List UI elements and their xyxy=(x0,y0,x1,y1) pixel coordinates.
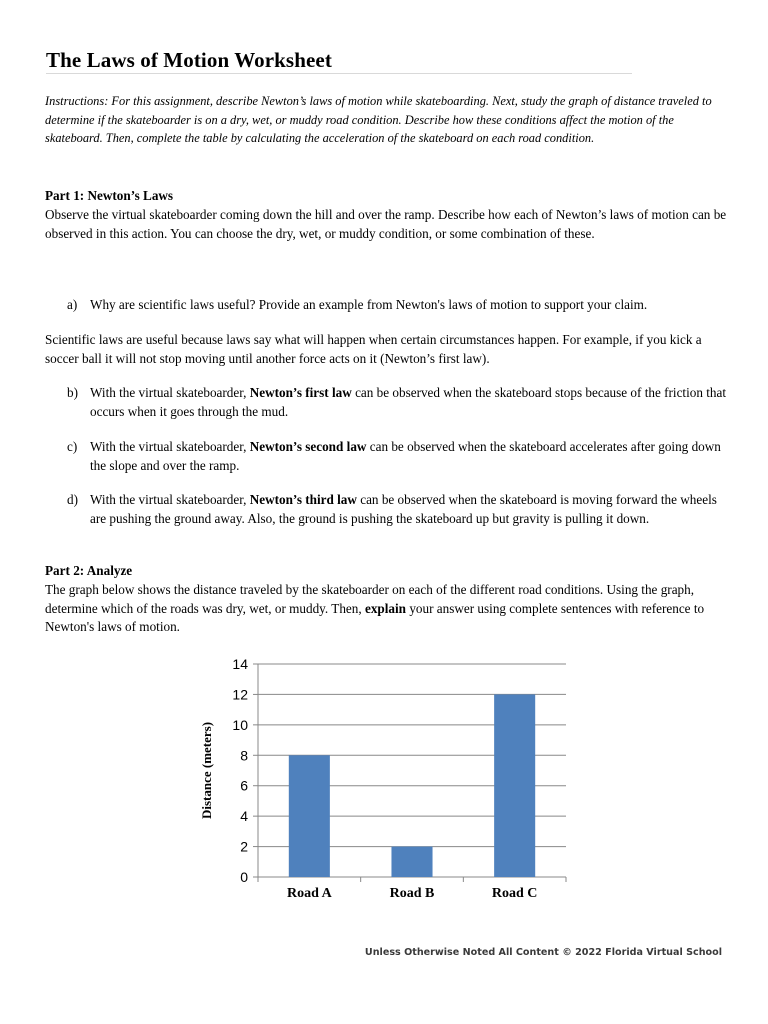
part2-bold: explain xyxy=(364,600,407,616)
item-c-text xyxy=(90,438,727,475)
chart-svg xyxy=(190,648,590,910)
item-c-bold: Newton’s second law xyxy=(249,439,367,454)
distance-bar-chart xyxy=(190,648,590,910)
bar-road-c xyxy=(494,694,535,877)
bar-road-b xyxy=(391,847,432,877)
item-b-bold: Newton’s first law xyxy=(249,385,352,400)
item-d-bold: Newton’s third law xyxy=(249,492,357,507)
item-c-pre: With the virtual skateboarder, xyxy=(90,439,250,454)
x-category-label: Road B xyxy=(389,886,435,901)
part2-post: your answer using complete sentences with reference to Newton's laws of motion. xyxy=(45,600,705,635)
item-b-post: can be observed when the skateboard stops because of the friction that occurs when it goes through the mud. xyxy=(90,385,727,419)
instructions-paragraph: Instructions: For this assignment, describe Newton’s laws of motion while skateboarding. Next, study the graph of distance traveled to determine if the skateboarder is on a dry, wet, or muddy road condition. Describe how these conditions affect the motion of the skateboard. Then, complete the table by calculating the acceleration of the skateboard on each road condition. xyxy=(45,94,712,146)
y-axis-label: Distance (meters) xyxy=(199,721,214,820)
list-marker-d: d) xyxy=(67,492,78,507)
y-tick-label: 6 xyxy=(240,777,248,794)
item-c-post: can be observed when the skateboard accelerates after going down the slope and over the ramp. xyxy=(90,439,721,473)
part1-heading: Part 1: Newton’s Laws xyxy=(45,188,174,203)
title-divider xyxy=(46,73,632,74)
y-tick-label: 12 xyxy=(232,686,248,703)
list-item-a xyxy=(67,296,727,315)
answer-a-paragraph: Scientific laws are useful because laws say what will happen when certain circumstances happen. For example, if you kick a soccer ball it will not stop moving until another force acts on it (Newton’s first law). xyxy=(45,332,702,366)
item-b-text xyxy=(90,384,727,421)
list-item-d xyxy=(67,491,727,528)
item-b-pre: With the virtual skateboarder, xyxy=(90,385,250,400)
list-marker-b: b) xyxy=(67,385,78,400)
y-tick-label: 2 xyxy=(240,838,248,855)
part2-pre: The graph below shows the distance traveled by the skateboarder on each of the different road conditions. Using the graph, determine which of the roads was dry, wet, or muddy. Then, xyxy=(45,582,695,616)
question-a-text: Why are scientific laws useful? Provide an example from Newton's laws of motion to support your claim. xyxy=(90,297,648,312)
y-tick-label: 8 xyxy=(240,747,248,764)
x-category-label: Road C xyxy=(491,886,538,901)
page-title: The Laws of Motion Worksheet xyxy=(46,48,332,72)
item-d-text xyxy=(90,491,727,528)
item-d-post: can be observed when the skateboard is moving forward the wheels are pushing the ground away. Also, the ground is pushing the skateboard up but gravity is pulling it down. xyxy=(90,492,717,526)
y-tick-label: 14 xyxy=(232,656,248,672)
item-d-pre: With the virtual skateboarder, xyxy=(90,492,250,507)
copyright-footer: Unless Otherwise Noted All Content © 2022 Florida Virtual School xyxy=(364,947,722,958)
y-tick-label: 4 xyxy=(240,808,248,825)
x-category-label: Road A xyxy=(286,886,332,901)
list-item-c xyxy=(67,438,727,475)
list-item-b xyxy=(67,384,727,421)
y-tick-label: 0 xyxy=(240,869,248,885)
list-marker-a: a) xyxy=(67,297,78,312)
list-marker-c: c) xyxy=(67,439,78,454)
bar-road-a xyxy=(289,755,330,877)
part2-paragraph xyxy=(45,581,727,637)
part2-heading: Part 2: Analyze xyxy=(45,563,133,578)
part1-paragraph: Observe the virtual skateboarder coming down the hill and over the ramp. Describe how each of Newton’s laws of motion can be observed in this action. You can choose the dry, wet, or muddy condition, or some combination of these. xyxy=(45,207,727,241)
y-tick-label: 10 xyxy=(232,716,248,733)
